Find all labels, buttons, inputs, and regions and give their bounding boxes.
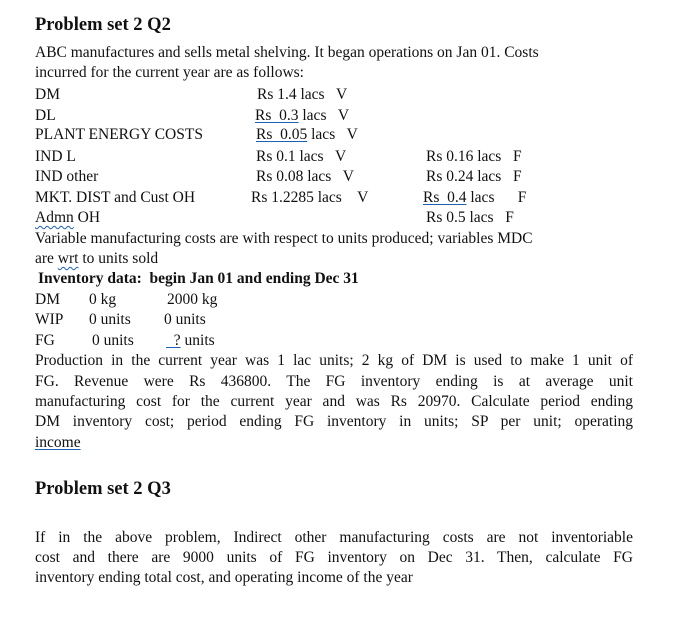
label-suffix: OH <box>73 209 101 226</box>
cost-variable: Rs 1.2285 lacs V <box>251 189 369 206</box>
amount-suffix: lacs V <box>307 126 358 143</box>
cost-variable <box>256 125 358 144</box>
para-line: Production in the current year was 1 lac units; 2 kg of DM is used to make 1 unit of <box>35 352 633 369</box>
cost-variable: Rs 0.1 lacs V <box>256 148 347 165</box>
inventory-item: FG <box>35 332 55 349</box>
underlined-amount: Rs 0.4 <box>423 189 467 206</box>
para-line: manufacturing cost for the current year and was Rs 20970. Calculate period ending <box>35 393 633 410</box>
cost-label: DM <box>35 86 60 103</box>
inventory-begin: 0 kg <box>89 291 117 308</box>
cost-label: MKT. DIST and Cust OH <box>35 189 196 206</box>
note-suffix: to units sold <box>78 250 159 267</box>
note-line <box>35 249 158 268</box>
inventory-item: WIP <box>35 311 64 328</box>
q3-line: cost and there are 9000 units of FG inventory on Dec 31. Then, calculate FG <box>35 549 633 566</box>
note-line: Variable manufacturing costs are with respect to units produced; variables MDC <box>35 230 533 247</box>
amount-suffix: lacs V <box>298 107 350 124</box>
amount-suffix: lacs F <box>466 189 527 206</box>
inventory-begin: 0 units <box>89 311 131 328</box>
cost-label: IND L <box>35 148 76 165</box>
inventory-heading: Inventory data: begin Jan 01 and ending Dec 31 <box>38 270 359 287</box>
cost-fixed: Rs 0.16 lacs F <box>426 148 522 165</box>
para-line: income <box>35 434 81 451</box>
cost-variable <box>255 106 349 125</box>
cost-fixed: Rs 0.24 lacs F <box>426 168 522 185</box>
cost-label: PLANT ENERGY COSTS <box>35 126 203 143</box>
cost-label <box>35 208 100 227</box>
cost-label: DL <box>35 107 56 124</box>
unknown-marker: ? <box>166 332 181 349</box>
cost-variable: Rs 1.4 lacs V <box>257 86 348 103</box>
spellcheck-word: wrt <box>57 250 79 267</box>
inventory-end <box>166 331 215 350</box>
cost-label: IND other <box>35 168 99 185</box>
underlined-amount: Rs 0.3 <box>255 107 299 124</box>
cost-fixed <box>423 188 526 207</box>
q3-line: If in the above problem, Indirect other manufacturing costs are not inventoriable <box>35 529 633 546</box>
q3-title: Problem set 2 Q3 <box>35 479 171 499</box>
unit-suffix: units <box>180 332 215 349</box>
para-line: DM inventory cost; period ending FG inventory in units; SP per unit; operating <box>35 413 633 430</box>
intro-line: ABC manufactures and sells metal shelving. It began operations on Jan 01. Costs <box>35 44 539 61</box>
cost-variable: Rs 0.08 lacs V <box>256 168 354 185</box>
note-prefix: are <box>35 250 58 267</box>
underlined-amount: Rs 0.05 <box>256 126 308 143</box>
q3-line: inventory ending total cost, and operating income of the year <box>35 569 413 586</box>
inventory-item: DM <box>35 291 60 308</box>
inventory-end: 0 units <box>164 311 206 328</box>
inventory-end: 2000 kg <box>167 291 218 308</box>
para-line: FG. Revenue were Rs 436800. The FG inventory ending is at average unit <box>35 373 633 390</box>
inventory-begin: 0 units <box>92 332 134 349</box>
spellcheck-word: Admn <box>35 209 74 226</box>
cost-fixed: Rs 0.5 lacs F <box>426 209 514 226</box>
intro-line: incurred for the current year are as follows: <box>35 64 304 81</box>
q2-title: Problem set 2 Q2 <box>35 15 171 35</box>
